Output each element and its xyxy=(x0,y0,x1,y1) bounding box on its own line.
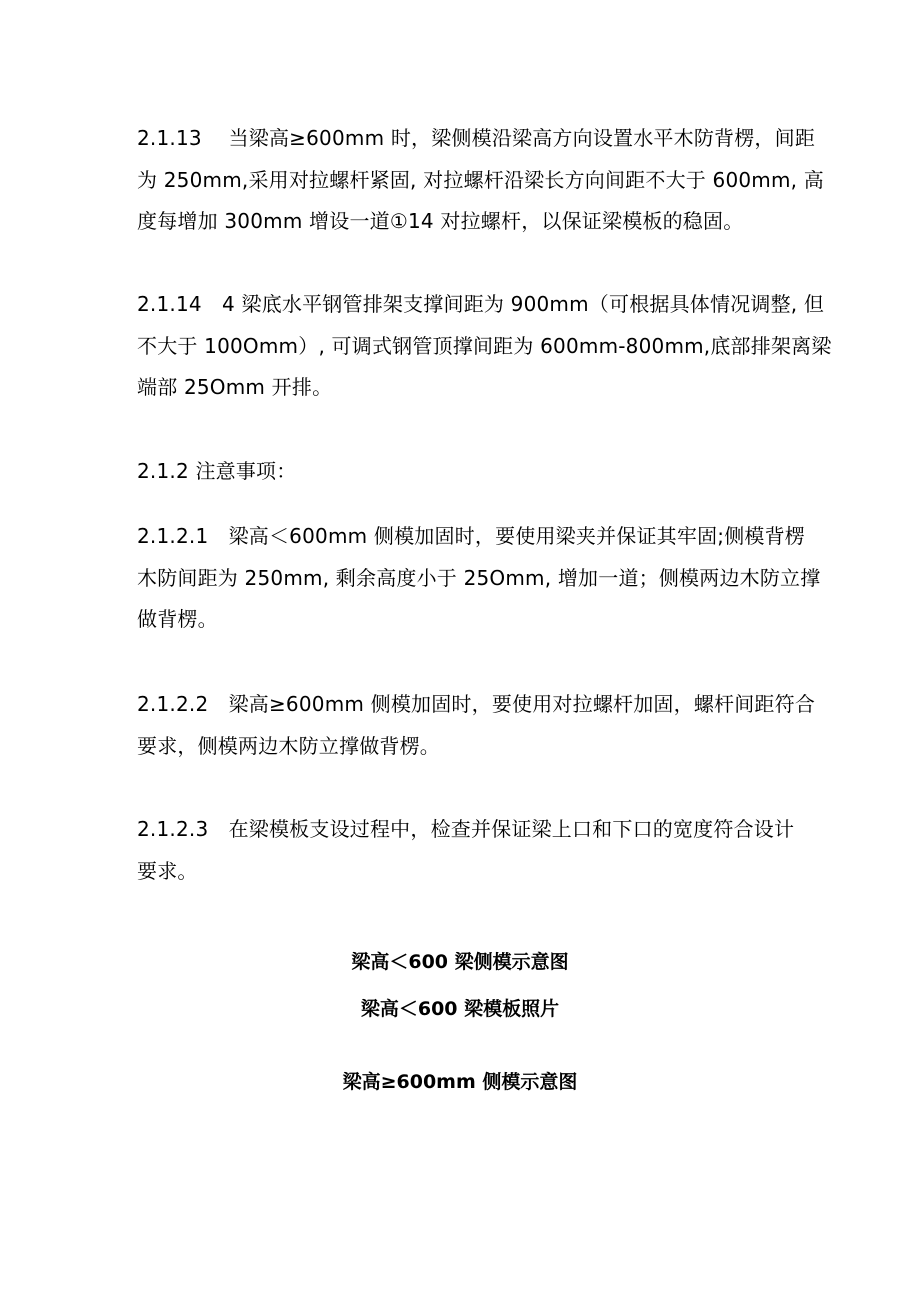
paragraph-line: 要求。 xyxy=(137,858,198,883)
paragraph-line: 要求，侧模两边木防立撑做背楞。 xyxy=(137,733,440,758)
paragraph-line: 2.1.14 4 梁底水平钢管排架支撑间距为 900mm（可根据具体情况调整, 但 xyxy=(137,292,825,316)
paragraph-line: 做背楞。 xyxy=(137,607,218,631)
photo-caption: 梁高＜600 梁模板照片 xyxy=(360,998,560,1020)
paragraph-line: 2.1.2.2 梁高≥600mm 侧模加固时，要使用对拉螺杆加固，螺杆间距符合 xyxy=(137,692,816,716)
paragraph-line: 度每增加 300mm 增设一道①14 对拉螺杆，以保证梁模板的稳固。 xyxy=(137,209,744,233)
paragraph-line: 为 250mm,采用对拉螺杆紧固, 对拉螺杆沿梁长方向间距不大于 600mm, 高 xyxy=(137,167,824,192)
paragraph-line: 端部 25Omm 开排。 xyxy=(137,375,333,399)
section-heading: 2.1.2 注意事项： xyxy=(137,459,297,483)
paragraph-2-1-2-1 xyxy=(137,516,821,641)
paragraph-line: 2.1.2.1 梁高＜600mm 侧模加固时，要使用梁夹并保证其牢固;侧模背楞 xyxy=(137,524,806,548)
section-heading-2-1-2 xyxy=(137,451,789,493)
paragraph-2-1-13 xyxy=(137,118,824,243)
paragraph-2-1-14 xyxy=(137,284,832,409)
paragraph-line: 不大于 100Omm）, 可调式钢管顶撑间距为 600mm-800mm,底部排架离梁 xyxy=(137,333,832,358)
paragraph-line: 木防间距为 250mm, 剩余高度小于 25Omm, 增加一道；侧模两边木防立撑 xyxy=(137,565,821,590)
paragraph-2-1-2-2 xyxy=(137,684,816,767)
figure-caption: 梁高＜600 梁侧模示意图 xyxy=(351,951,569,973)
paragraph-line: 2.1.13 当梁高≥600mm 时，梁侧模沿梁高方向设置水平木防背楞，间距 xyxy=(137,126,816,150)
paragraph-2-1-2-3 xyxy=(137,809,795,892)
paragraph-line: 2.1.2.3 在梁模板支设过程中，检查并保证梁上口和下口的宽度符合设计 xyxy=(137,817,795,841)
figure-caption: 梁高≥600mm 侧模示意图 xyxy=(342,1071,578,1093)
